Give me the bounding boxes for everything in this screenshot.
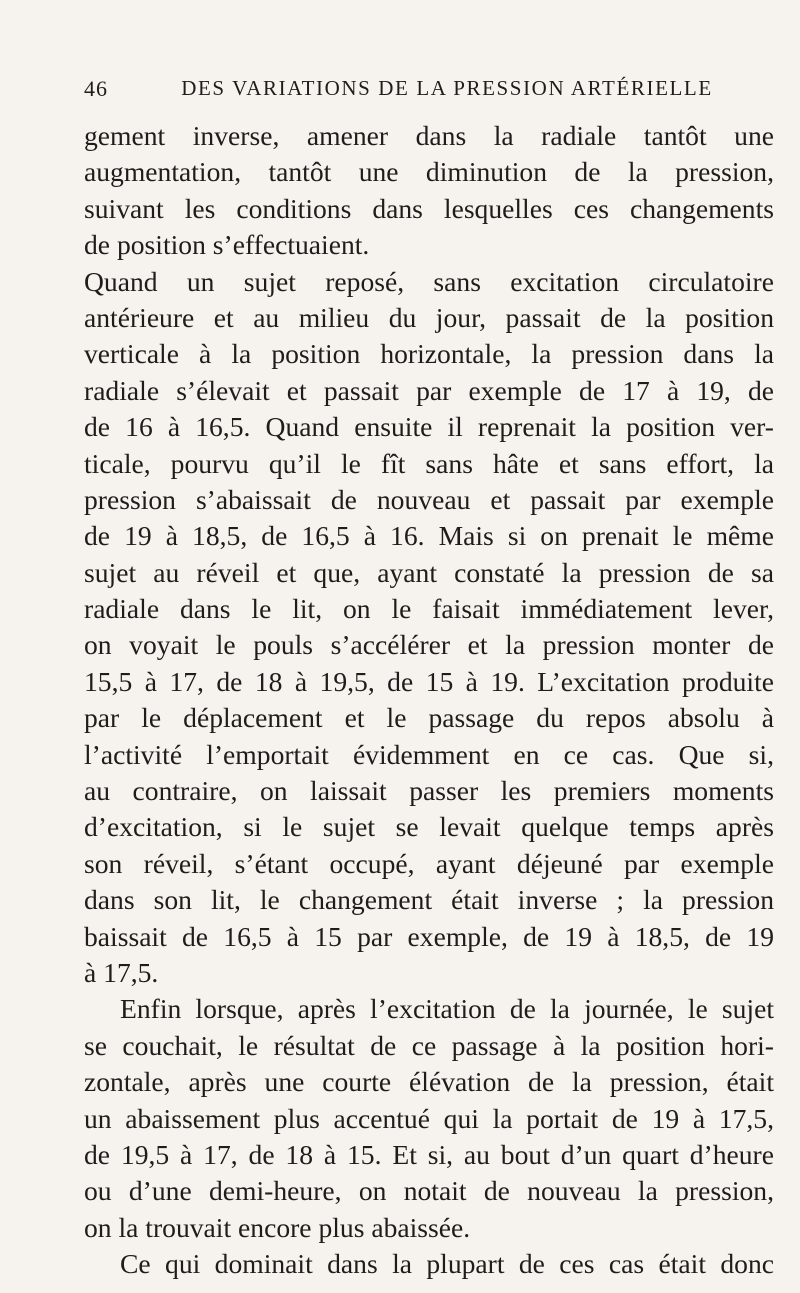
text-line: de 16 à 16,5. Quand ensuite il reprenait la position ver- xyxy=(84,411,774,443)
text-line: son réveil, s’étant occupé, ayant déjeuné par exemple xyxy=(84,847,774,879)
page-number: 46 xyxy=(84,76,108,101)
text-line: verticale à la position horizontale, la pression dans la xyxy=(84,338,774,370)
text-line: on la trouvait encore plus abaissée. xyxy=(84,1211,471,1243)
text-line: radiale dans le lit, on le faisait immédiatement lever, xyxy=(84,593,774,625)
text-line: au contraire, on laissait passer les premiers moments xyxy=(84,775,774,807)
text-line: antérieure et au milieu du jour, passait de la position xyxy=(84,301,774,333)
text-line: ou d’une demi-heure, on notait de nouveau la pression, xyxy=(84,1175,774,1207)
text-line: se couchait, le résultat de ce passage à la position hori- xyxy=(84,1029,774,1061)
text-line: baissait de 16,5 à 15 par exemple, de 19 à 18,5, de 19 xyxy=(84,920,774,952)
text-line: Quand un sujet reposé, sans excitation circulatoire xyxy=(84,265,774,297)
text-line: radiale s’élevait et passait par exemple de 17 à 19, de xyxy=(84,374,774,406)
running-title: DES VARIATIONS DE LA PRESSION ARTÉRIELLE xyxy=(181,76,713,100)
text-line: d’excitation, si le sujet se levait quelque temps après xyxy=(84,811,774,843)
text-line: de position s’effectuaient. xyxy=(84,229,370,261)
body-text xyxy=(84,118,774,1283)
text-line: Ce qui dominait dans la plupart de ces cas était donc xyxy=(120,1248,774,1280)
text-line: zontale, après une courte élévation de la pression, était xyxy=(84,1066,774,1098)
text-line: 15,5 à 17, de 18 à 19,5, de 15 à 19. L’excitation produite xyxy=(84,665,774,697)
text-line: par le déplacement et le passage du repos absolu à xyxy=(84,702,774,734)
text-line: augmentation, tantôt une diminution de la pression, xyxy=(84,156,774,188)
text-line: gement inverse, amener dans la radiale tantôt une xyxy=(84,120,774,151)
text-line: Enfin lorsque, après l’excitation de la journée, le sujet xyxy=(120,993,774,1025)
text-line: on voyait le pouls s’accélérer et la pression monter de xyxy=(84,629,774,661)
text-line: l’activité l’emportait évidemment en ce cas. Que si, xyxy=(84,738,774,770)
text-line: ticale, pourvu qu’il le fît sans hâte et sans effort, la xyxy=(84,447,774,479)
text-line: à 17,5. xyxy=(84,956,159,988)
text-line: suivant les conditions dans lesquelles ces changements xyxy=(84,192,774,224)
text-line: de 19 à 18,5, de 16,5 à 16. Mais si on prenait le même xyxy=(84,520,774,552)
text-line: de 19,5 à 17, de 18 à 15. Et si, au bout d’un quart d’heure xyxy=(84,1138,774,1170)
text-line: sujet au réveil et que, ayant constaté la pression de sa xyxy=(84,556,774,588)
text-line: dans son lit, le changement était inverse ; la pression xyxy=(84,884,774,916)
running-head xyxy=(84,76,774,104)
text-line: pression s’abaissait de nouveau et passait par exemple xyxy=(84,483,774,515)
text-line: un abaissement plus accentué qui la portait de 19 à 17,5, xyxy=(84,1102,774,1134)
